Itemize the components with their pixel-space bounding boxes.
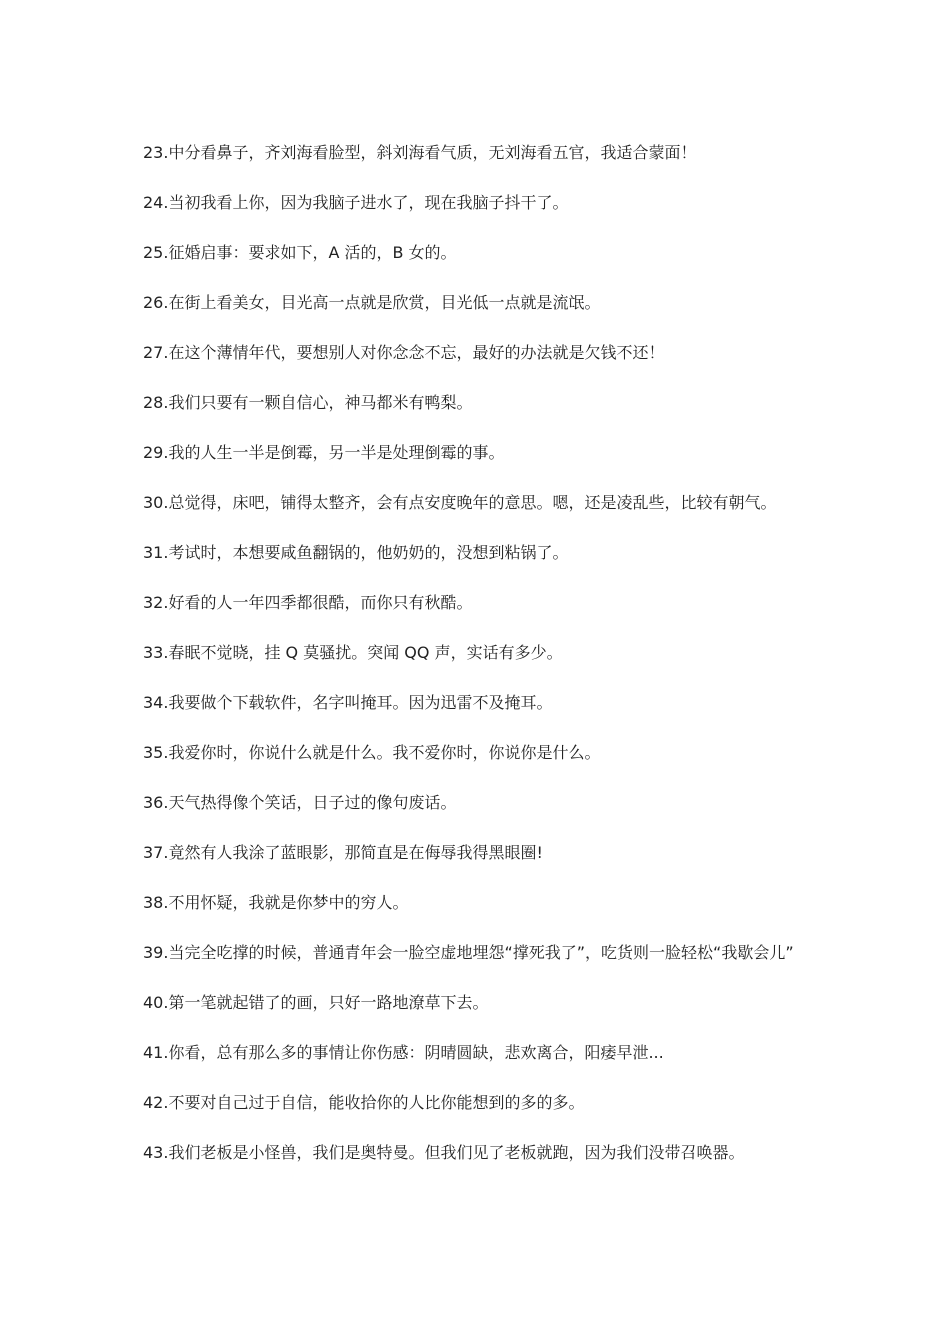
text-body xyxy=(143,141,815,1191)
text-line-37: 37.竟然有人我涂了蓝眼影，那简直是在侮辱我得黑眼圈! xyxy=(143,843,543,862)
text-line-34: 34.我要做个下载软件，名字叫掩耳。因为迅雷不及掩耳。 xyxy=(143,693,553,712)
text-line-38: 38.不用怀疑，我就是你梦中的穷人。 xyxy=(143,893,409,912)
text-line-42: 42.不要对自己过于自信，能收拾你的人比你能想到的多的多。 xyxy=(143,1093,585,1112)
text-line-32: 32.好看的人一年四季都很酷，而你只有秋酷。 xyxy=(143,593,473,612)
text-line-29: 29.我的人生一半是倒霉，另一半是处理倒霉的事。 xyxy=(143,443,505,462)
text-line-23: 23.中分看鼻子，齐刘海看脸型，斜刘海看气质，无刘海看五官，我适合蒙面！ xyxy=(143,143,697,162)
text-line-40: 40.第一笔就起错了的画，只好一路地潦草下去。 xyxy=(143,993,489,1012)
text-line-35: 35.我爱你时，你说什么就是什么。我不爱你时，你说你是什么。 xyxy=(143,743,601,762)
text-line-27: 27.在这个薄情年代，要想别人对你念念不忘，最好的办法就是欠钱不还！ xyxy=(143,343,665,362)
text-line-41: 41.你看，总有那么多的事情让你伤感：阴晴圆缺，悲欢离合，阳痿早泄... xyxy=(143,1043,664,1062)
text-line-39: 39.当完全吃撑的时候，普通青年会一脸空虚地埋怨“撑死我了”，吃货则一脸轻松“我歇会儿” xyxy=(143,943,794,962)
text-line-26: 26.在街上看美女，目光高一点就是欣赏，目光低一点就是流氓。 xyxy=(143,293,601,312)
text-line-30: 30.总觉得，床吧，铺得太整齐，会有点安度晚年的意思。嗯，还是凌乱些，比较有朝气。 xyxy=(143,493,777,512)
text-line-36: 36.天气热得像个笑话，日子过的像句废话。 xyxy=(143,793,457,812)
text-line-28: 28.我们只要有一颗自信心，神马都米有鸭梨。 xyxy=(143,393,473,412)
text-line-43: 43.我们老板是小怪兽，我们是奥特曼。但我们见了老板就跑，因为我们没带召唤器。 xyxy=(143,1143,745,1162)
text-line-31: 31.考试时，本想要咸鱼翻锅的，他奶奶的，没想到粘锅了。 xyxy=(143,543,569,562)
text-line-25: 25.征婚启事：要求如下，A 活的，B 女的。 xyxy=(143,243,457,262)
text-line-24: 24.当初我看上你，因为我脑子进水了，现在我脑子抖干了。 xyxy=(143,193,569,212)
text-line-33: 33.春眠不觉晓，挂 Q 莫骚扰。突闻 QQ 声，实话有多少。 xyxy=(143,643,563,662)
